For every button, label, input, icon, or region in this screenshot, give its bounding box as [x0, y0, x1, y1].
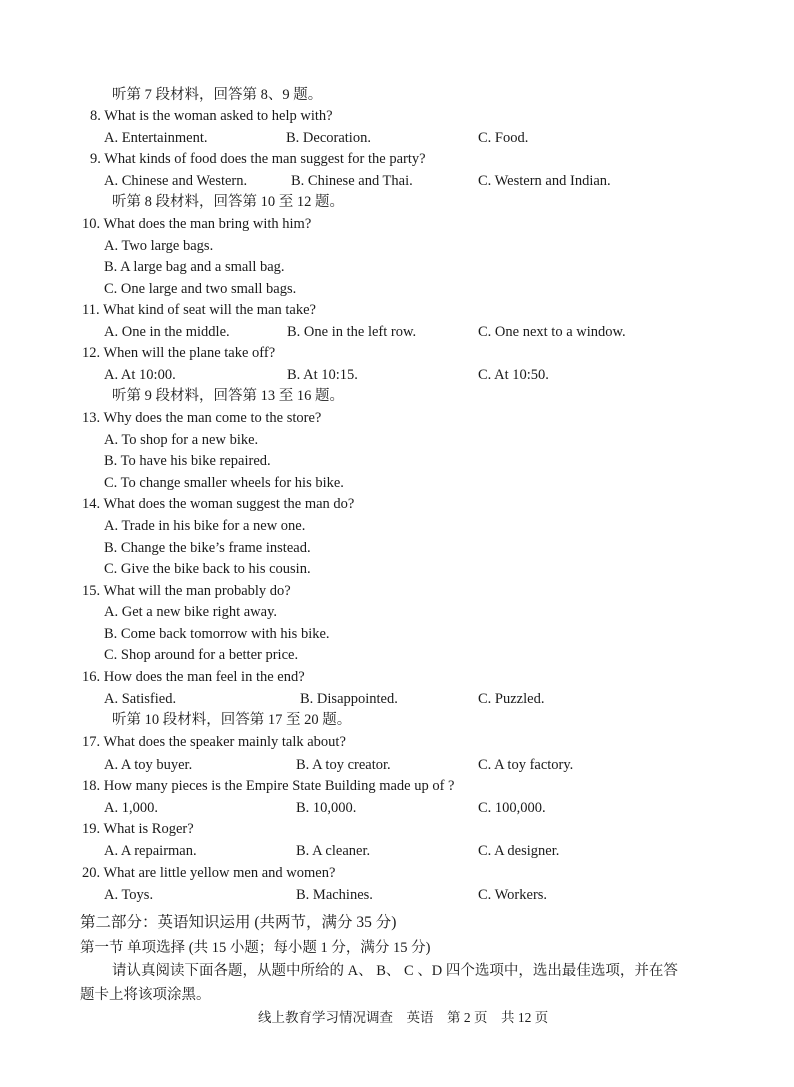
q14-option-b: B. Change the bike’s frame instead.: [104, 540, 311, 556]
q13-option-a: A. To shop for a new bike.: [104, 432, 259, 448]
q10-option-c: C. One large and two small bags.: [104, 281, 297, 297]
section-heading-7: 听第 7 段材料，回答第 8、9 题。: [112, 87, 323, 103]
instructions-line-1: 请认真阅读下面各题，从题中所给的 A、 B、 C 、D 四个选项中，选出最佳选项，并在答: [112, 963, 678, 979]
q8-option-c: C. Food.: [478, 130, 529, 146]
section-heading-8: 听第 8 段材料，回答第 10 至 12 题。: [112, 194, 344, 210]
question-14: 14. What does the woman suggest the man do?: [82, 496, 355, 512]
q9-option-a: A. Chinese and Western.: [104, 173, 248, 189]
q17-option-a: A. A toy buyer.: [104, 757, 193, 773]
question-9: 9. What kinds of food does the man suggest for the party?: [90, 151, 426, 167]
q12-option-b: B. At 10:15.: [287, 367, 358, 383]
q15-option-b: B. Come back tomorrow with his bike.: [104, 626, 330, 642]
q13-option-c: C. To change smaller wheels for his bike.: [104, 475, 344, 491]
q16-option-c: C. Puzzled.: [478, 691, 545, 707]
q10-option-a: A. Two large bags.: [104, 238, 214, 254]
q12-option-a: A. At 10:00.: [104, 367, 176, 383]
q16-option-a: A. Satisfied.: [104, 691, 177, 707]
q19-option-b: B. A cleaner.: [296, 843, 371, 859]
section-heading-9: 听第 9 段材料，回答第 13 至 16 题。: [112, 388, 344, 404]
q20-option-a: A. Toys.: [104, 887, 154, 903]
question-13: 13. Why does the man come to the store?: [82, 410, 322, 426]
q15-option-a: A. Get a new bike right away.: [104, 604, 278, 620]
question-16: 16. How does the man feel in the end?: [82, 669, 305, 685]
q20-option-c: C. Workers.: [478, 887, 548, 903]
instructions-line-2: 题卡上将该项涂黑。: [80, 987, 211, 1003]
q15-option-c: C. Shop around for a better price.: [104, 647, 299, 663]
q8-option-a: A. Entertainment.: [104, 130, 208, 146]
q17-option-b: B. A toy creator.: [296, 757, 391, 773]
q11-option-a: A. One in the middle.: [104, 324, 230, 340]
q18-option-c: C. 100,000.: [478, 800, 546, 816]
q8-option-b: B. Decoration.: [286, 130, 371, 146]
q10-option-b: B. A large bag and a small bag.: [104, 259, 285, 275]
q19-option-c: C. A designer.: [478, 843, 560, 859]
question-20: 20. What are little yellow men and women?: [82, 865, 336, 881]
question-17: 17. What does the speaker mainly talk about?: [82, 734, 346, 750]
q9-option-c: C. Western and Indian.: [478, 173, 611, 189]
question-11: 11. What kind of seat will the man take?: [82, 302, 316, 318]
question-19: 19. What is Roger?: [82, 821, 194, 837]
q14-option-c: C. Give the bike back to his cousin.: [104, 561, 311, 577]
q12-option-c: C. At 10:50.: [478, 367, 549, 383]
q20-option-b: B. Machines.: [296, 887, 373, 903]
question-15: 15. What will the man probably do?: [82, 583, 291, 599]
q9-option-b: B. Chinese and Thai.: [291, 173, 413, 189]
q16-option-b: B. Disappointed.: [300, 691, 398, 707]
q19-option-a: A. A repairman.: [104, 843, 197, 859]
part-two-title: 第二部分：英语知识运用 (共两节，满分 35 分): [80, 914, 397, 931]
section-heading-10: 听第 10 段材料，回答第 17 至 20 题。: [112, 712, 352, 728]
question-12: 12. When will the plane take off?: [82, 345, 276, 361]
page-footer: 线上教育学习情况调查 英语 第 2 页 共 12 页: [258, 1010, 549, 1025]
question-18: 18. How many pieces is the Empire State Building made up of ?: [82, 778, 455, 794]
question-10: 10. What does the man bring with him?: [82, 216, 312, 232]
q18-option-b: B. 10,000.: [296, 800, 357, 816]
section-one-title: 第一节 单项选择 (共 15 小题；每小题 1 分，满分 15 分): [80, 940, 431, 956]
q17-option-c: C. A toy factory.: [478, 757, 574, 773]
q14-option-a: A. Trade in his bike for a new one.: [104, 518, 306, 534]
q11-option-b: B. One in the left row.: [287, 324, 417, 340]
q11-option-c: C. One next to a window.: [478, 324, 626, 340]
question-8: 8. What is the woman asked to help with?: [90, 108, 333, 124]
q18-option-a: A. 1,000.: [104, 800, 158, 816]
q13-option-b: B. To have his bike repaired.: [104, 453, 271, 469]
